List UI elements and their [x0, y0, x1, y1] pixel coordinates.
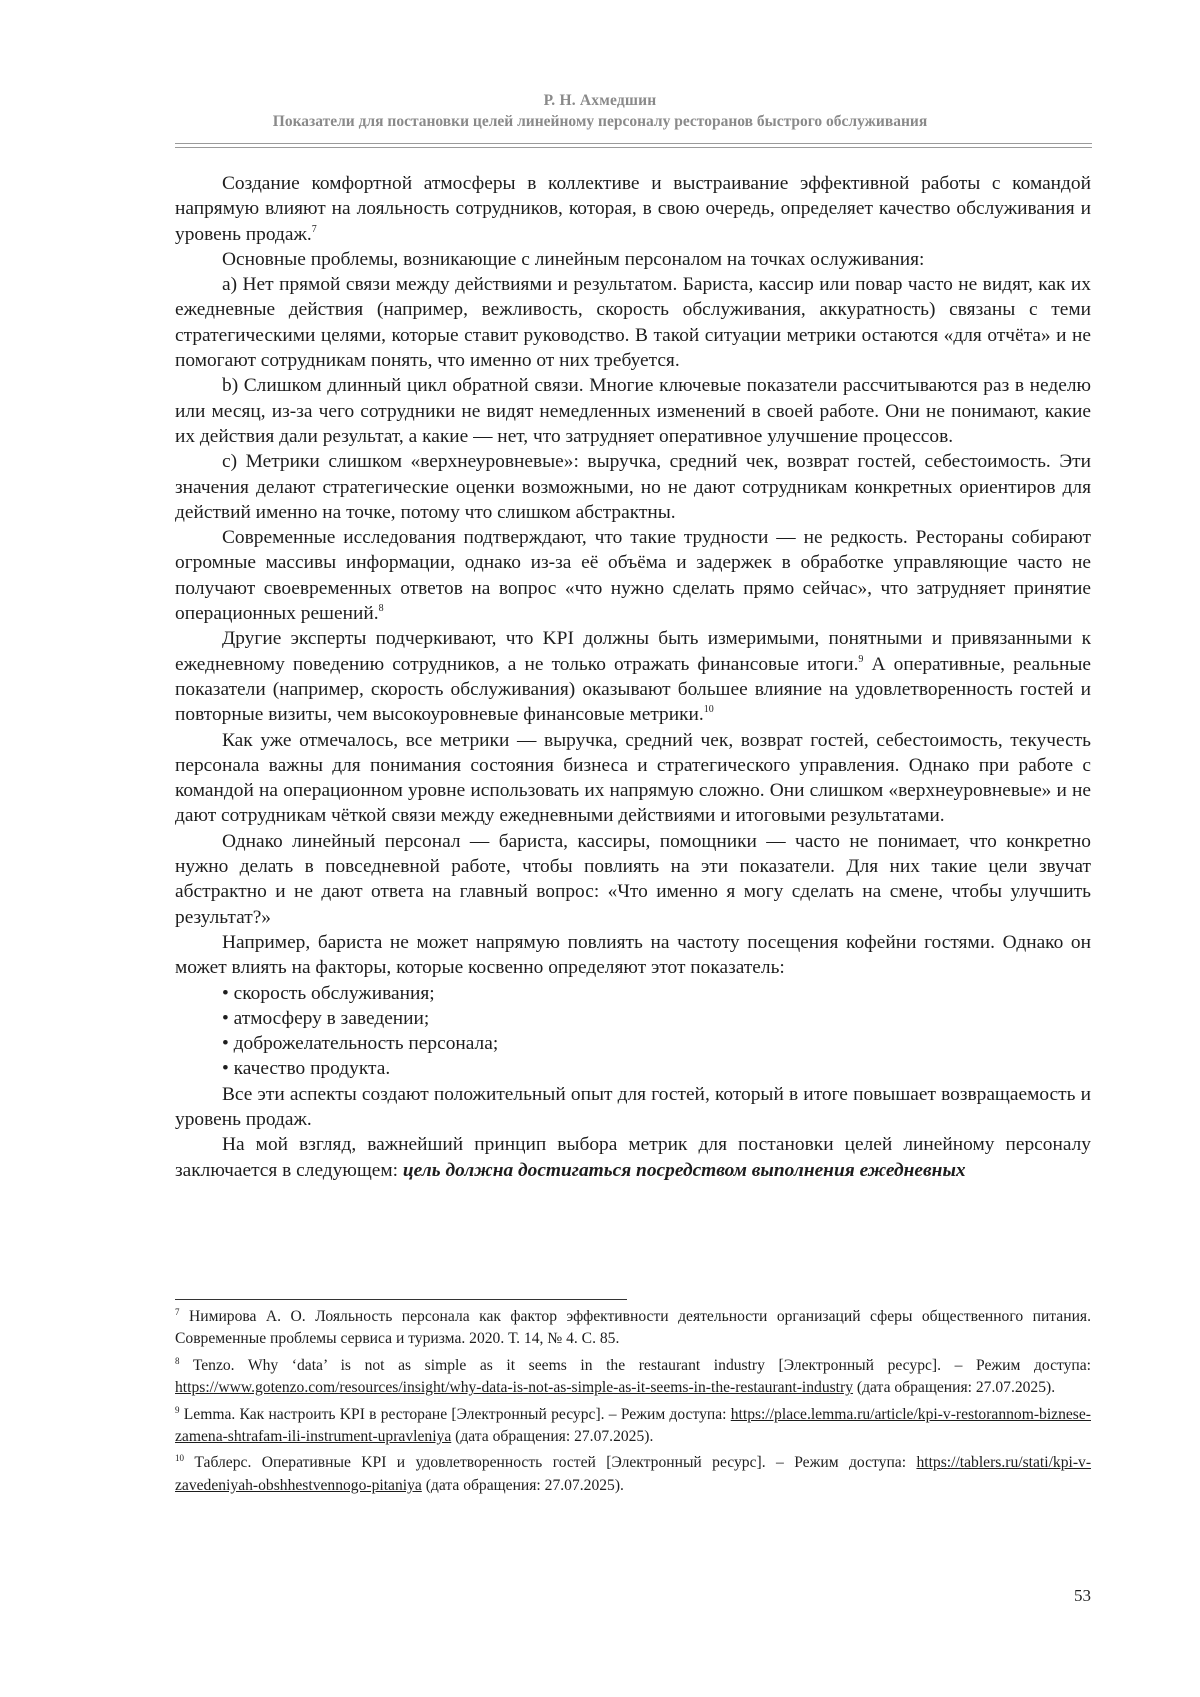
- list-item: • скорость обслуживания;: [222, 982, 435, 1004]
- footnotes: [175, 1306, 1091, 1501]
- paragraph: Однако линейный персонал — бариста, кассиры, помощники — часто не понимает, что конкретно нужно делать в повседневной работе, чтобы повлиять на эти показатели. Для них такие цели звучат абстрактно и не дают ответа на главный вопрос: «Что именно я могу сделать на смене, чтобы улучшить результат?»: [175, 830, 1091, 928]
- header-rule-bottom: [175, 147, 1092, 148]
- paragraph: На мой взгляд, важнейший принцип выбора метрик для постановки целей линейному персоналу заключается в следующем: цель должна достигаться посредством выполнения ежедневных: [175, 1134, 1091, 1181]
- footnote-7: $^7$ Нимирова А. О. Лояльность персонала как фактор эффективности деятельности организаций сферы общественного питания. Современные проблемы сервиса и туризма. 2020. Т. 14, № 4. С. 85.: [175, 1307, 1091, 1348]
- paragraph: Современные исследования подтверждают, что такие трудности — не редкость. Рестораны собирают огромные массивы информации, однако из-за её объёма и задержек в обработке управляющие часто не получают своевременных ответов на вопрос «что нужно сделать прямо сейчас», что затрудняет принятие операционных решений.$^8$: [175, 527, 1091, 625]
- paragraph: Как уже отмечалось, все метрики — выручка, средний чек, возврат гостей, себестоимость, текучесть персонала важны для понимания состояния бизнеса и стратегического управления. Однако при работе с командой на операционном уровне использовать их напрямую сложно. Они слишком «верхнеуровневые» и не дают сотрудникам чёткой связи между ежедневными действиями и итоговыми результатами.: [175, 729, 1091, 827]
- paragraph: c) Метрики слишком «верхнеуровневые»: выручка, средний чек, возврат гостей, себестоимость. Эти значения делают стратегические оценки возможными, но не дают сотрудникам конкретных ориентиров для действий именно на точке, потому что слишком абстрактны.: [175, 451, 1091, 523]
- paragraph: Создание комфортной атмосферы в коллективе и выстраивание эффективной работы с командой напрямую влияют на лояльность сотрудников, которая, в свою очередь, определяет качество обслуживания и уровень продаж.$^7$: [175, 173, 1091, 245]
- paragraph: Другие эксперты подчеркивают, что KPI должны быть измеримыми, понятными и привязанными к ежедневному поведению сотрудников, а не только отражать финансовые итоги.$^9$ А оперативные, реальные показатели (например, скорость обслуживания) оказывают большее влияние на удовлетворенность гостей и повторные визиты, чем высокоуровневые финансовые метрики.$^{10}$: [175, 628, 1091, 726]
- running-header-author: Р. Н. Ахмедшин: [543, 92, 657, 109]
- list-item: • атмосферу в заведении;: [222, 1007, 430, 1029]
- footnote-link[interactable]: https://place.lemma.ru/article/kpi-v-restorannom-biznese-zamena-shtrafam-ili-instrument-upravleniya: [175, 1405, 1091, 1446]
- main-text: [175, 171, 1091, 1183]
- footnote-8: $^8$ Tenzo. Why ‘data’ is not as simple as it seems in the restaurant industry [Электронный ресурс]. – Режим доступа: https://www.gotenzo.com/resources/insight/why-data-is-not-as-simple-as-it-seems-in-the-restaurant-industry (дата обращения: 27.07.2025).: [175, 1355, 1091, 1397]
- header-rule-top: [175, 143, 1092, 144]
- footnote-ref[interactable]: 9: [858, 653, 864, 665]
- footnote-link[interactable]: https://tablers.ru/stati/kpi-v-zavedeniyah-obshhestvennogo-pitaniya: [175, 1454, 1092, 1494]
- page-number: 53: [1074, 1586, 1091, 1605]
- footnote-link[interactable]: https://www.gotenzo.com/resources/insight/why-data-is-not-as-simple-as-it-seems-in-the-restaurant-industry: [175, 1379, 854, 1397]
- footnote-separator: [175, 1299, 627, 1300]
- paragraph: а) Нет прямой связи между действиями и результатом. Бариста, кассир или повар часто не видят, как их ежедневные действия (например, вежливость, скорость обслуживания, аккуратность) связаны с теми стратегическими целями, которые ставит руководство. В такой ситуации метрики остаются «для отчёта» и не помогают сотрудникам понять, что именно от них требуется.: [175, 274, 1091, 372]
- list-item: • качество продукта.: [222, 1058, 391, 1080]
- footnote-ref[interactable]: 8: [378, 603, 384, 615]
- paragraph: Все эти аспекты создают положительный опыт для гостей, который в итоге повышает возвращаемость и уровень продаж.: [175, 1083, 1091, 1130]
- footnote-ref[interactable]: 7: [311, 223, 317, 235]
- list-item: • доброжелательность персонала;: [222, 1033, 499, 1055]
- footnote-10: $^{10}$ Таблерс. Оперативные KPI и удовлетворенность гостей [Электронный ресурс]. – Режим доступа: https://tablers.ru/stati/kpi-v-zavedeniyah-obshhestvennogo-pitaniya (дата обращения: 27.07.2025).: [175, 1453, 1092, 1494]
- running-header-title: Показатели для постановки целей линейному персоналу ресторанов быстрого обслуживания: [272, 113, 928, 130]
- emphasized-text: цель должна достигаться посредством выполнения ежедневных: [402, 1159, 966, 1181]
- footnote-9: $^9$ Lemma. Как настроить KPI в ресторане [Электронный ресурс]. – Режим доступа: https://place.lemma.ru/article/kpi-v-restorannom-biznese-zamena-shtrafam-ili-instrument-upravleniya (дата обращения: 27.07.2025).: [175, 1404, 1091, 1446]
- paragraph: b) Слишком длинный цикл обратной связи. Многие ключевые показатели рассчитываются раз в неделю или месяц, из-за чего сотрудники не видят немедленных изменений в своей работе. Они не понимают, какие их действия дали результат, а какие — нет, что затрудняет оперативное улучшение процессов.: [175, 375, 1091, 447]
- paragraph: Например, бариста не может напрямую повлиять на частоту посещения кофейни гостями. Однако он может влиять на факторы, которые косвенно определяют этот показатель:: [175, 931, 1091, 979]
- footnote-ref[interactable]: 10: [703, 704, 714, 716]
- paragraph: Основные проблемы, возникающие с линейным персоналом на точках ослуживания:: [222, 248, 925, 270]
